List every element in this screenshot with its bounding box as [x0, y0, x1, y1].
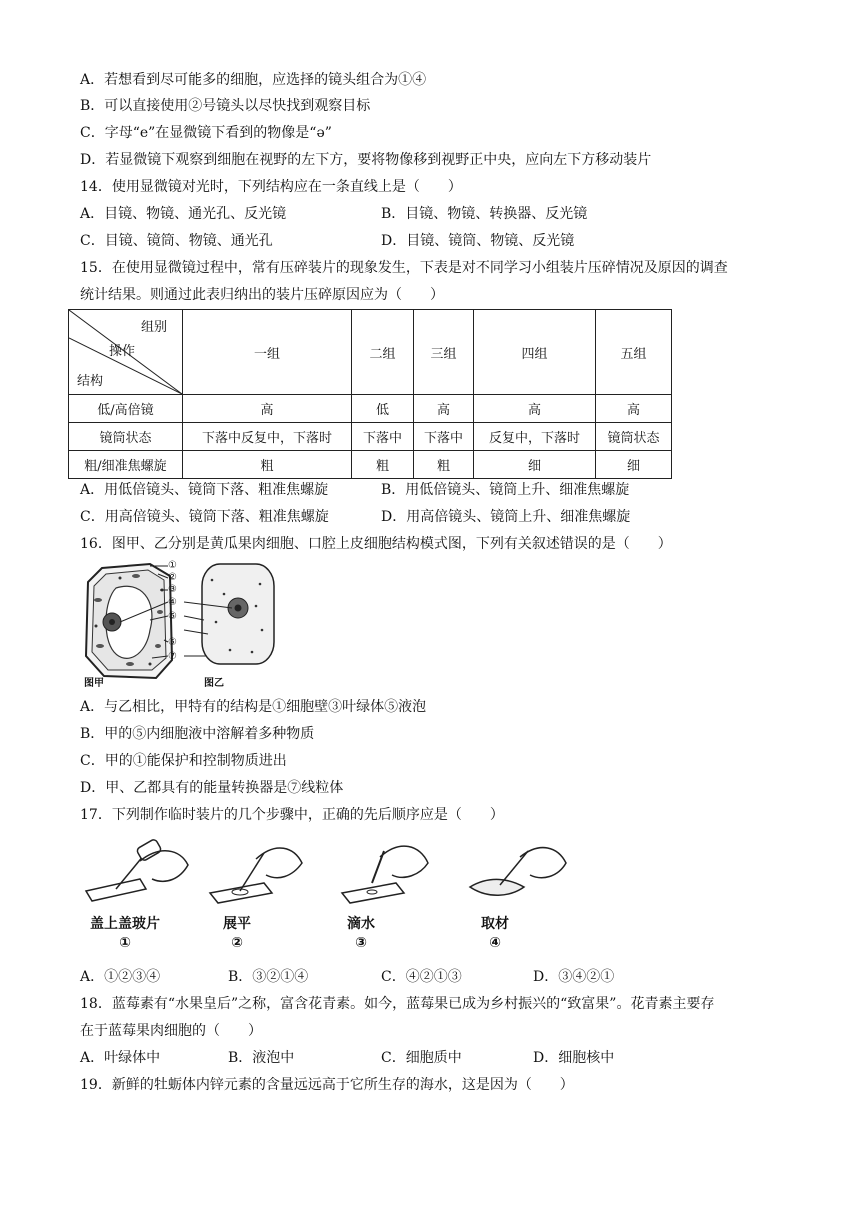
- q16-option-d: D．甲、乙都具有的能量转换器是⑦线粒体: [80, 780, 344, 796]
- table-cell: 高: [474, 395, 596, 423]
- q18-option-d: D．细胞核中: [533, 1050, 615, 1066]
- q13-option-a: A．若想看到尽可能多的细胞，应选择的镜头组合为①④: [80, 72, 427, 88]
- q16-option-b: B．甲的⑤内细胞液中溶解着多种物质: [80, 726, 315, 742]
- q14-option-b: B．目镜、物镜、转换器、反光镜: [381, 206, 588, 222]
- step-number-3: ③: [355, 935, 367, 951]
- q18-option-c: C．细胞质中: [381, 1050, 462, 1066]
- step-label-spread: 展平: [223, 916, 251, 932]
- table-cell: 低: [352, 395, 414, 423]
- table-cell: 高: [183, 395, 352, 423]
- label-2: ②: [168, 572, 177, 583]
- table-row: [69, 451, 672, 479]
- slide-steps-illustration: [80, 835, 580, 915]
- q19-stem: 19．新鲜的牡蛎体内锌元素的含量远远高于它所生存的海水，这是因为（ ）: [80, 1077, 574, 1093]
- q18-option-b: B．液泡中: [228, 1050, 295, 1066]
- step-label-take-material: 取材: [481, 916, 509, 932]
- q14-option-c: C．目镜、镜筒、物镜、通光孔: [80, 233, 273, 249]
- table-cell: 镜筒状态: [596, 423, 672, 451]
- q18-option-a: A．叶绿体中: [80, 1050, 161, 1066]
- plant-cell-diagram: [80, 560, 280, 690]
- group-header-1: 一组: [183, 310, 352, 395]
- q15-option-c: C．用高倍镜头、镜筒下落、粗准焦螺旋: [80, 509, 329, 525]
- q17-option-d: D．③④②①: [533, 969, 615, 985]
- slide-steps-figure: [80, 835, 580, 960]
- figure-caption-jia: 图甲: [84, 678, 104, 689]
- q17-stem: 17．下列制作临时装片的几个步骤中，正确的先后顺序应是（ ）: [80, 807, 504, 823]
- row-label: 粗/细准焦螺旋: [69, 451, 183, 479]
- figure-caption-yi: 图乙: [204, 678, 224, 689]
- q16-option-c: C．甲的①能保护和控制物质进出: [80, 753, 287, 769]
- corner-label-group: 组别: [141, 320, 168, 335]
- label-4: ④: [168, 597, 177, 608]
- q15-option-a: A．用低倍镜头、镜筒下落、粗准焦螺旋: [80, 482, 329, 498]
- table-header-row: [69, 310, 672, 395]
- step-number-1: ①: [119, 935, 131, 951]
- table-cell: 反复中，下落时: [474, 423, 596, 451]
- q17-option-c: C．④②①③: [381, 969, 462, 985]
- q13-option-b: B．可以直接使用②号镜头以尽快找到观察目标: [80, 98, 371, 114]
- q16-option-a: A．与乙相比，甲特有的结构是①细胞壁③叶绿体⑤液泡: [80, 699, 427, 715]
- table-row: [69, 423, 672, 451]
- q14-option-d: D．目镜、镜筒、物镜、反光镜: [381, 233, 575, 249]
- table-cell: 细: [596, 451, 672, 479]
- corner-label-operation: 操作: [109, 344, 136, 359]
- step-number-4: ④: [489, 935, 501, 951]
- q18-stem-line2: 在于蓝莓果肉细胞的（ ）: [80, 1023, 262, 1039]
- table-cell: 高: [414, 395, 474, 423]
- table-cell: 粗: [352, 451, 414, 479]
- survey-table: [68, 309, 672, 479]
- table-row: [69, 395, 672, 423]
- group-header-2: 二组: [352, 310, 414, 395]
- label-7: ⑦: [168, 651, 177, 662]
- q14-stem: 14．使用显微镜对光时，下列结构应在一条直线上是（ ）: [80, 179, 462, 195]
- table-corner-cell: [69, 310, 183, 395]
- label-6: ⑥: [168, 637, 177, 648]
- q13-option-c: C．字母“e”在显微镜下看到的物像是“ə”: [80, 125, 332, 141]
- label-5: ⑤: [168, 611, 177, 622]
- table-cell: 粗: [183, 451, 352, 479]
- label-1: ①: [168, 560, 177, 571]
- q15-option-b: B．用低倍镜头、镜筒上升、细准焦螺旋: [381, 482, 630, 498]
- q16-stem: 16．图甲、乙分别是黄瓜果肉细胞、口腔上皮细胞结构模式图，下列有关叙述错误的是（ ）: [80, 536, 672, 552]
- group-header-4: 四组: [474, 310, 596, 395]
- q15-stem-line1: 15．在使用显微镜过程中，常有压碎装片的现象发生，下表是对不同学习小组装片压碎情况及原因的调查: [80, 260, 728, 276]
- label-3: ③: [168, 584, 177, 595]
- q15-stem-line2: 统计结果。则通过此表归纳出的装片压碎原因应为（ ）: [80, 287, 444, 303]
- q14-option-a: A．目镜、物镜、通光孔、反光镜: [80, 206, 287, 222]
- table-cell: 细: [474, 451, 596, 479]
- table-cell: 下落中反复中，下落时: [183, 423, 352, 451]
- q18-stem-line1: 18．蓝莓素有“水果皇后”之称，富含花青素。如今，蓝莓果已成为乡村振兴的“致富果”。花青素主要存: [80, 996, 715, 1012]
- q17-option-b: B．③②①④: [228, 969, 309, 985]
- q17-option-a: A．①②③④: [80, 969, 161, 985]
- corner-label-structure: 结构: [77, 374, 104, 389]
- table-cell: 下落中: [352, 423, 414, 451]
- cell-diagram-figure: [80, 560, 280, 690]
- row-label: 低/高倍镜: [69, 395, 183, 423]
- q13-option-d: D．若显微镜下观察到细胞在视野的左下方，要将物像移到视野正中央，应向左下方移动装片: [80, 152, 652, 168]
- row-label: 镜筒状态: [69, 423, 183, 451]
- table-cell: 粗: [414, 451, 474, 479]
- group-header-5: 五组: [596, 310, 672, 395]
- q15-option-d: D．用高倍镜头、镜筒上升、细准焦螺旋: [381, 509, 631, 525]
- step-label-cover-slip: 盖上盖玻片: [90, 916, 160, 932]
- table-cell: 下落中: [414, 423, 474, 451]
- group-header-3: 三组: [414, 310, 474, 395]
- step-label-drip-water: 滴水: [347, 916, 375, 932]
- step-number-2: ②: [231, 935, 243, 951]
- table-cell: 高: [596, 395, 672, 423]
